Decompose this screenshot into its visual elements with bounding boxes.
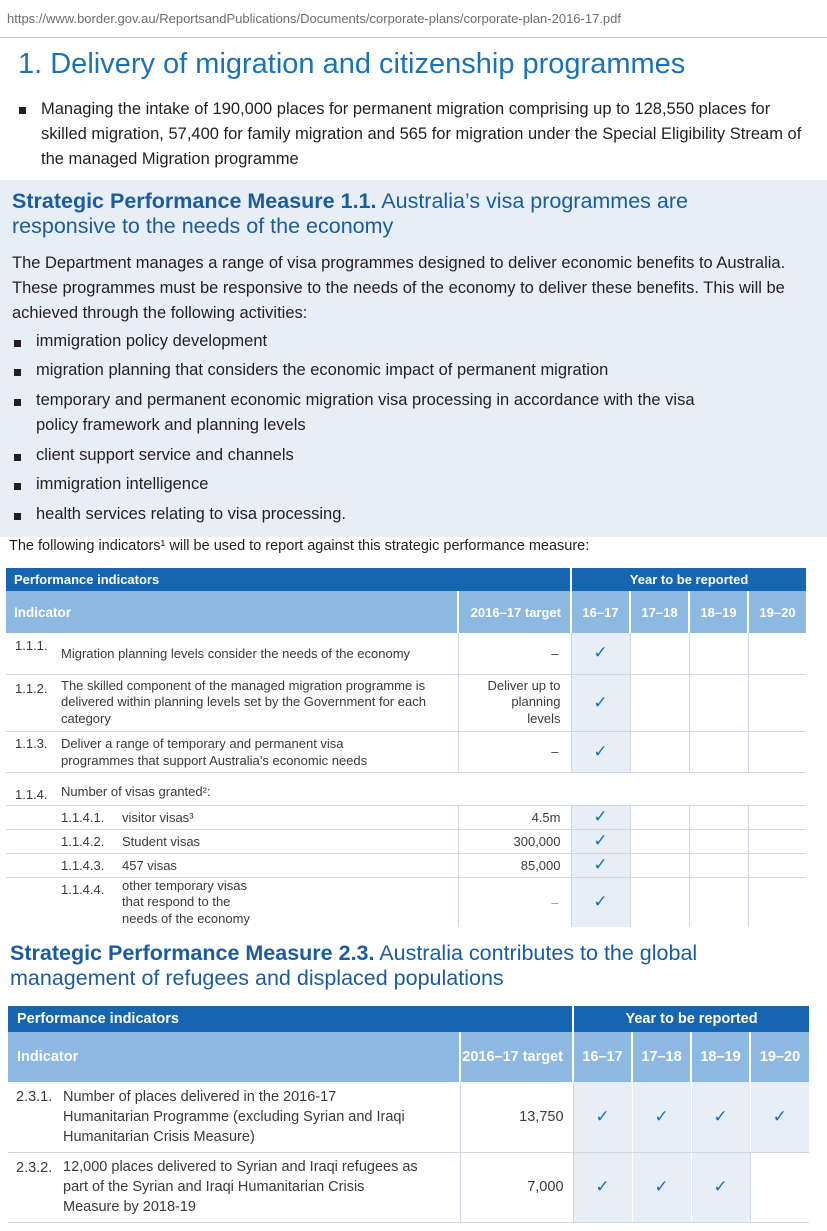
year-cell <box>748 829 806 853</box>
activity-text: migration planning that considers the economic impact of permanent migration <box>36 361 609 379</box>
year-col-header: 18–19 <box>691 1032 750 1082</box>
year-cell <box>689 731 748 772</box>
bullet-square-icon <box>14 513 21 520</box>
indicators-intro: The following indicators¹ will be used to report against this strategic performance measure: <box>9 538 590 554</box>
activity-item <box>12 329 802 354</box>
year-col-header: 16–17 <box>571 591 630 633</box>
indicator-text: The skilled component of the managed migration programme is delivered within planning levels set by the Government for each category <box>61 677 426 726</box>
indicator-cell <box>6 805 458 829</box>
indicator-cell <box>8 1152 460 1222</box>
performance-indicators-header: Performance indicators <box>8 1006 573 1032</box>
indicator-text: 12,000 places delivered to Syrian and Iraqi refugees as part of the Syrian and Iraqi Humanitarian Crisis Measure by 2018-19 <box>63 1159 418 1215</box>
indicator-number: 1.1.4.3. <box>61 857 105 873</box>
year-cell <box>748 805 806 829</box>
target-cell: – <box>458 877 571 927</box>
indicator-cell <box>8 1082 460 1152</box>
indicator-text: Number of places delivered in the 2016-17 Humanitarian Programme (excluding Syrian and Iraqi Humanitarian Crisis Measure) <box>63 1088 405 1145</box>
year-col-header: 19–20 <box>750 1032 809 1082</box>
indicator-cell <box>6 829 458 853</box>
year-cell <box>748 877 806 927</box>
year-cell <box>630 633 689 674</box>
check-icon: ✓ <box>595 1177 610 1197</box>
spm2-label: Strategic Performance Measure 2.3. <box>10 941 375 965</box>
indicator-cell <box>6 853 458 877</box>
activity-item <box>12 388 702 438</box>
indicator-cell <box>6 877 458 927</box>
spm2-heading <box>10 941 800 991</box>
year-cell <box>748 633 806 674</box>
indicator-text: Student visas <box>122 833 201 849</box>
check-icon: ✓ <box>593 741 608 762</box>
bullet-square-icon <box>14 369 21 376</box>
activity-item <box>12 358 802 383</box>
intro-bullet-text: Managing the intake of 190,000 places for permanent migration comprising up to 128,550 places for skilled migration, 57,400 for family migration and 565 for migration under the Special Eligibility Stream of the managed Migration programme <box>41 100 802 168</box>
indicator-col-header: Indicator <box>6 591 458 633</box>
year-reported-header: Year to be reported <box>571 568 806 591</box>
check-icon: ✓ <box>772 1106 787 1127</box>
check-icon: ✓ <box>593 692 608 713</box>
activity-item <box>12 502 802 527</box>
check-icon: ✓ <box>593 831 608 851</box>
spm1-label: Strategic Performance Measure 1.1. <box>12 189 377 213</box>
target-cell: Deliver up to planning levels <box>458 674 571 731</box>
year-cell <box>573 1082 632 1152</box>
bullet-square-icon <box>19 107 26 114</box>
indicator-col-header: Indicator <box>8 1032 460 1082</box>
indicator-number: 1.1.4.2. <box>61 833 105 849</box>
indicator-cell <box>6 731 458 772</box>
target-cell: – <box>458 731 571 772</box>
activity-text: health services relating to visa processing. <box>36 505 346 523</box>
indicator-text: visitor visas³ <box>122 809 194 825</box>
check-icon: ✓ <box>713 1106 728 1127</box>
year-cell <box>691 1152 750 1222</box>
indicator-text: 457 visas <box>122 857 177 873</box>
indicator-cell <box>6 772 806 805</box>
url-text[interactable]: https://www.border.gov.au/ReportsandPublications/Documents/corporate-plans/corporate-plan-2016-17.pdf <box>7 11 621 26</box>
year-cell <box>689 829 748 853</box>
year-col-header: 17–18 <box>630 591 689 633</box>
check-icon: ✓ <box>713 1177 728 1197</box>
year-cell <box>689 633 748 674</box>
target-cell: 4.5m <box>458 805 571 829</box>
year-cell <box>571 805 630 829</box>
year-cell <box>630 829 689 853</box>
activity-text: immigration intelligence <box>36 475 209 493</box>
spm2-title: Australia contributes to the global management of refugees and displaced populations <box>10 941 698 990</box>
spm1-paragraph: The Department manages a range of visa programmes designed to deliver economic benefits to Australia. These programmes must be responsive to the needs of the economy to deliver these benefits. This will be achieved through the following activities: <box>12 254 786 322</box>
check-icon: ✓ <box>595 1106 610 1127</box>
year-col-header: 16–17 <box>573 1032 632 1082</box>
target-cell: – <box>458 633 571 674</box>
year-cell <box>630 674 689 731</box>
target-cell: 300,000 <box>458 829 571 853</box>
performance-indicators-header: Performance indicators <box>6 568 571 591</box>
bullet-square-icon <box>14 454 21 461</box>
indicator-number: 2.3.2. <box>16 1159 53 1176</box>
check-icon: ✓ <box>593 892 608 913</box>
year-cell <box>571 731 630 772</box>
indicator-cell <box>6 633 458 674</box>
year-reported-header: Year to be reported <box>573 1006 809 1032</box>
year-cell <box>691 1082 750 1152</box>
year-cell <box>689 674 748 731</box>
year-cell <box>630 853 689 877</box>
check-icon: ✓ <box>654 1106 669 1127</box>
year-cell <box>571 829 630 853</box>
spm1-title: Australia’s visa programmes are responsive to the needs of the economy <box>12 189 688 238</box>
bullet-square-icon <box>14 399 21 406</box>
activity-item <box>12 443 802 468</box>
indicator-number: 1.1.4. <box>15 786 48 802</box>
target-col-header: 2016–17 target <box>460 1032 573 1082</box>
year-col-header: 18–19 <box>689 591 748 633</box>
activity-item <box>12 472 802 497</box>
year-cell <box>632 1152 691 1222</box>
indicator-text: Migration planning levels consider the needs of the economy <box>61 646 411 662</box>
year-cell <box>632 1082 691 1152</box>
indicator-text: Number of visas granted²: <box>61 784 211 799</box>
year-cell <box>689 805 748 829</box>
spm1-heading <box>12 189 752 239</box>
year-cell <box>750 1152 809 1222</box>
performance-table-2 <box>8 1006 809 1223</box>
year-cell <box>748 674 806 731</box>
year-cell <box>689 853 748 877</box>
page-heading: 1. Delivery of migration and citizenship programmes <box>18 48 686 80</box>
indicator-number: 1.1.4.4. <box>61 881 105 897</box>
check-icon: ✓ <box>593 855 608 875</box>
indicator-number: 1.1.4.1. <box>61 809 105 825</box>
activity-text: immigration policy development <box>36 332 268 350</box>
year-cell <box>571 674 630 731</box>
indicator-cell <box>6 674 458 731</box>
indicator-number: 2.3.1. <box>16 1089 53 1105</box>
year-cell <box>689 877 748 927</box>
target-cell: 13,750 <box>460 1082 573 1152</box>
year-cell <box>748 731 806 772</box>
indicator-text: Deliver a range of temporary and permanent visa programmes that support Australia’s economic needs <box>61 735 368 768</box>
bullet-square-icon <box>14 340 21 347</box>
indicator-number: 1.1.3. <box>15 735 48 751</box>
indicator-text: other temporary visas that respond to the needs of the economy <box>122 877 250 926</box>
year-cell <box>571 853 630 877</box>
year-cell <box>630 877 689 927</box>
performance-table-1 <box>6 568 806 927</box>
year-cell <box>571 877 630 927</box>
year-col-header: 19–20 <box>748 591 806 633</box>
activity-text: client support service and channels <box>36 446 294 464</box>
year-cell <box>571 633 630 674</box>
target-cell: 7,000 <box>460 1152 573 1222</box>
check-icon: ✓ <box>593 643 608 664</box>
year-cell <box>630 731 689 772</box>
bullet-square-icon <box>14 483 21 490</box>
year-cell <box>630 805 689 829</box>
target-cell: 85,000 <box>458 853 571 877</box>
indicator-number: 1.1.1. <box>15 638 48 653</box>
intro-bullet <box>16 97 806 172</box>
year-cell <box>573 1152 632 1222</box>
year-col-header: 17–18 <box>632 1032 691 1082</box>
target-col-header: 2016–17 target <box>458 591 571 633</box>
address-bar[interactable] <box>0 0 827 38</box>
check-icon: ✓ <box>654 1177 669 1197</box>
year-cell <box>750 1082 809 1152</box>
activity-text: temporary and permanent economic migration visa processing in accordance with the visa policy framework and planning levels <box>36 391 695 434</box>
year-cell <box>748 853 806 877</box>
check-icon: ✓ <box>593 807 608 827</box>
indicator-number: 1.1.2. <box>15 680 48 696</box>
